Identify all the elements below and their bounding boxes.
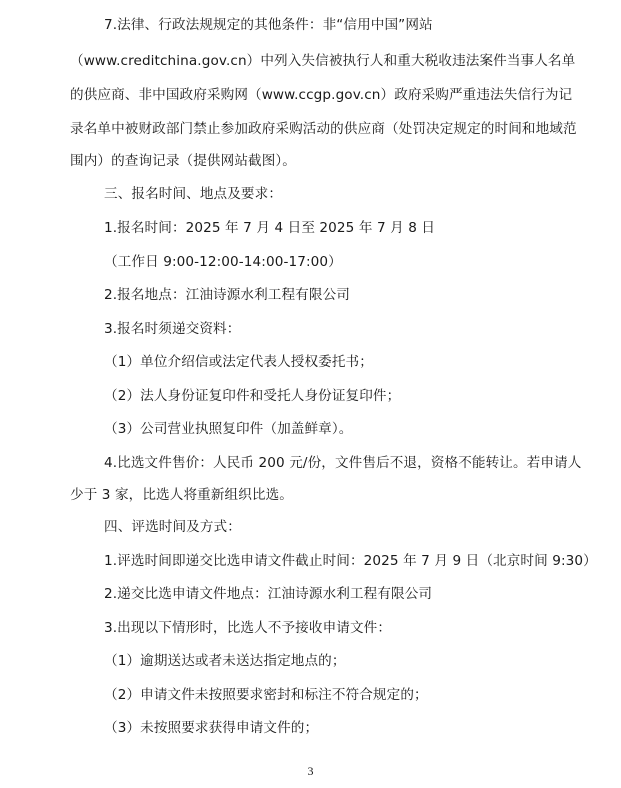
text-line-registration-place: 2.报名地点：江油诗源水利工程有限公司 — [104, 287, 350, 303]
text-line-ccgp: 的供应商、非中国政府采购网（www.ccgp.gov.cn）政府采购严重违法失信行为记 — [70, 87, 573, 103]
text-line-screenshot: 围内）的查询记录（提供网站截图）。 — [70, 153, 296, 169]
list-item-doc-2: （2）法人身份证复印件和受托人身份证复印件； — [104, 388, 401, 404]
text-line-evaluation-time: 1.评选时间即递交比选申请文件截止时间：2025 年 7 月 9 日（北京时间 9:30） — [104, 553, 597, 569]
text-line-rejection-cases: 3.出现以下情形时，比选人不予接收申请文件： — [104, 620, 392, 636]
section-heading-registration: 三、报名时间、地点及要求： — [104, 186, 283, 202]
page-number: 3 — [307, 764, 314, 778]
text-line-credit-condition: 7.法律、行政法规规定的其他条件：非“信用中国”网站 — [104, 17, 433, 33]
text-line-blacklist: 录名单中被财政部门禁止参加政府采购活动的供应商（处罚决定规定的时间和地域范 — [70, 121, 577, 137]
text-line-price: 4.比选文件售价：人民币 200 元/份，文件售后不退，资格不能转让。若申请人 — [104, 455, 582, 471]
text-line-submission-place: 2.递交比选申请文件地点：江油诗源水利工程有限公司 — [104, 586, 433, 602]
text-line-required-docs: 3.报名时须递交资料： — [104, 321, 241, 337]
list-item-rejection-1: （1）逾期送达或者未送达指定地点的； — [104, 653, 346, 669]
list-item-doc-3: （3）公司营业执照复印件（加盖鲜章）。 — [104, 421, 353, 437]
section-heading-evaluation: 四、评选时间及方式： — [104, 519, 241, 535]
text-line-reorganize: 少于 3 家，比选人将重新组织比选。 — [70, 487, 293, 503]
text-line-working-hours: （工作日 9:00-12:00-14:00-17:00） — [104, 254, 342, 270]
list-item-doc-1: （1）单位介绍信或法定代表人授权委托书； — [104, 354, 373, 370]
text-line-registration-time: 1.报名时间：2025 年 7 月 4 日至 2025 年 7 月 8 日 — [104, 220, 436, 236]
list-item-rejection-2: （2）申请文件未按照要求密封和标注不符合规定的； — [104, 687, 428, 703]
list-item-rejection-3: （3）未按照要求获得申请文件的； — [104, 720, 319, 736]
text-line-creditchina: （www.creditchina.gov.cn）中列入失信被执行人和重大税收违法案件当事人名单 — [70, 53, 576, 69]
